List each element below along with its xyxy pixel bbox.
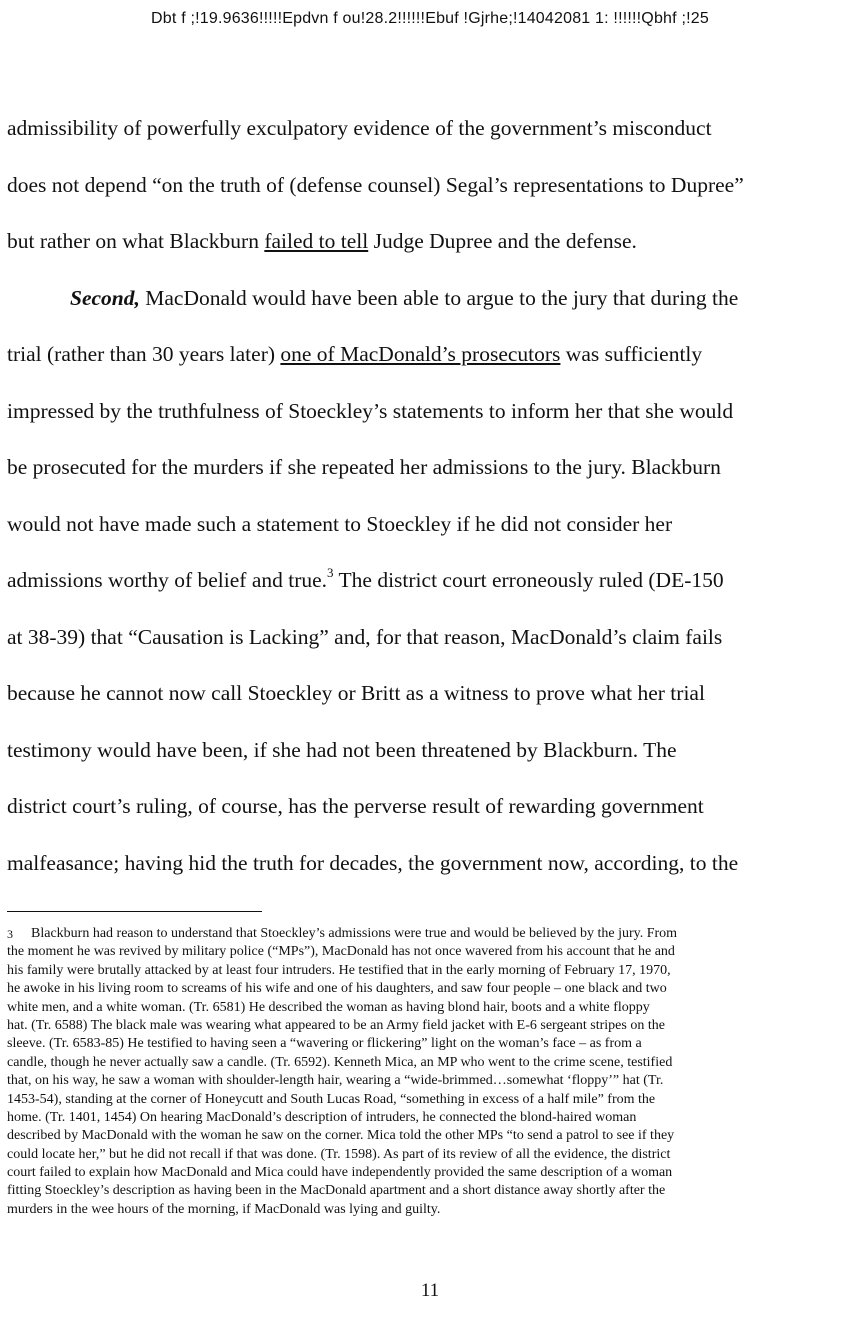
page-header: Dbt f ;!19.9636!!!!!Epdvn f ou!28.2!!!!!!Ebuf !Gjrhe;!14042081 1: !!!!!!Qbhf ;!25 [151, 10, 709, 27]
footnote-line: court failed to explain how MacDonald and Mica could have independently provided the same description of a woman [7, 1165, 673, 1181]
footnote-line: described by MacDonald with the woman he saw on the corner. Mica told the other MPs “to send a patrol to see if they [7, 1128, 675, 1144]
text-span: The district court erroneously ruled (DE-150 [333, 568, 724, 592]
body-line: be prosecuted for the murders if she repeated her admissions to the jury. Blackburn [7, 455, 721, 479]
footnote-divider [7, 911, 262, 912]
body-line: admissibility of powerfully exculpatory evidence of the government’s misconduct [7, 116, 712, 140]
footnote-line: that, on his way, he saw a woman with shoulder-length hair, wearing a “wide-brimmed…somewhat ‘floppy’” hat (Tr. [7, 1073, 664, 1089]
footnote-line: the moment he was revived by military police (“MPs”), MacDonald has not once wavered from his account that he and [7, 944, 675, 960]
footnote-line: he awoke in his living room to screams of his wife and one of his daughters, and saw four people – one black and two [7, 981, 667, 997]
body-line [7, 270, 849, 327]
text-span: was sufficiently [560, 342, 703, 366]
footnote-line: fitting Stoeckley’s description as having been in the MacDonald apartment and a short distance away shortly after the [7, 1183, 666, 1199]
text-span: Judge Dupree and the defense. [368, 229, 637, 253]
footnote-line: white men, and a white woman. (Tr. 6581) He described the woman as having blond hair, boots and a white floppy [7, 999, 650, 1015]
text-span: MacDonald would have been able to argue to the jury that during the [139, 285, 739, 310]
text-span: trial (rather than 30 years later) [7, 342, 281, 366]
footnote [7, 925, 847, 1219]
body-line: impressed by the truthfulness of Stoeckley’s statements to inform her that she would [7, 398, 734, 423]
underlined-text: failed to tell [264, 229, 369, 253]
underlined-text: one of MacDonald’s prosecutors [280, 342, 561, 366]
body-line [7, 552, 849, 609]
footnote-line: 1453-54), standing at the corner of Honeycutt and South Lucas Road, “something in excess of a half mile” from the [7, 1091, 656, 1107]
footnote-line: candle, though he never actually saw a candle. (Tr. 6592). Kenneth Mica, an MP who went to the crime scene, testified [7, 1054, 673, 1070]
footnote-line: his family were brutally attacked by at least four intruders. He testified that in the early morning of February 17, 1970, [7, 962, 671, 978]
footnote-line: could locate her,” but he did not recall if that was done. (Tr. 1598). As part of its review of all the evidence, the district [7, 1146, 671, 1162]
text-span: admissions worthy of belief and true. [7, 568, 328, 592]
text-span: but rather on what Blackburn [7, 229, 265, 253]
footnote-line: sleeve. (Tr. 6583-85) He testified to having seen a “wavering or flickering” light on the woman’s face – as from a [7, 1036, 642, 1052]
footnote-line: home. (Tr. 1401, 1454) On hearing MacDonald’s description of intruders, he connected the blond-haired woman [7, 1109, 637, 1125]
footnote-reference: 3 [327, 565, 334, 580]
footnote-line [7, 925, 847, 943]
body-line [7, 213, 849, 270]
body-line: at 38-39) that “Causation is Lacking” and, for that reason, MacDonald’s claim fails [7, 624, 723, 649]
footnote-line: murders in the wee hours of the morning, if MacDonald was lying and guilty. [7, 1201, 441, 1217]
text-span: Blackburn had reason to understand that Stoeckley’s admissions were true and would be believed by the jury. From [31, 926, 678, 941]
body-line: testimony would have been, if she had not been threatened by Blackburn. The [7, 737, 677, 762]
body-line: because he cannot now call Stoeckley or Britt as a witness to prove what her trial [7, 681, 705, 705]
footnote-line: hat. (Tr. 6588) The black male was wearing what appeared to be an Army field jacket with E-6 sergeant stripes on the [7, 1017, 665, 1033]
page-number: 11 [420, 1280, 440, 1301]
body-line: does not depend “on the truth of (defense counsel) Segal’s representations to Dupree” [7, 172, 744, 197]
body-line: district court’s ruling, of course, has the perverse result of rewarding government [7, 794, 704, 818]
body-line: malfeasance; having hid the truth for decades, the government now, according, to the [7, 850, 739, 875]
body-line [7, 326, 849, 383]
body-text [7, 100, 849, 891]
body-line: would not have made such a statement to Stoeckley if he did not consider her [7, 511, 673, 536]
footnote-number: 3 [7, 927, 13, 941]
emphasis-text: Second, [70, 285, 140, 310]
